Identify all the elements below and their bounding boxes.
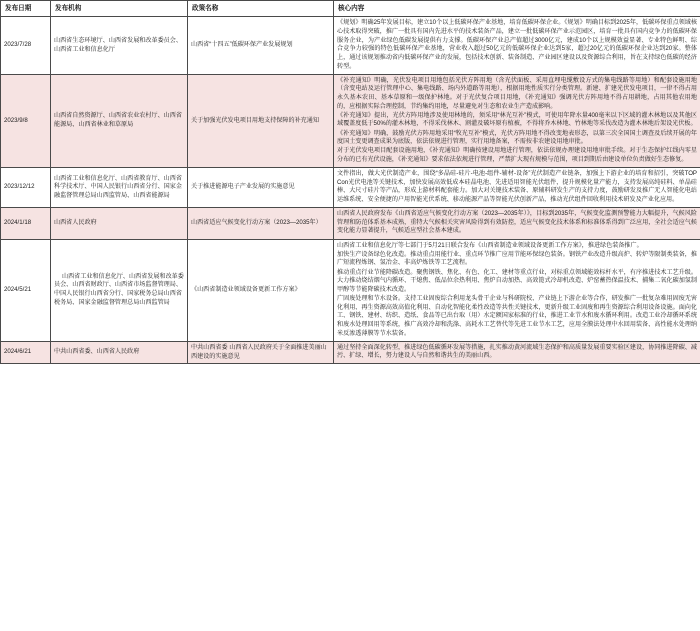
cell-publish-date: 2024/6/21 <box>1 341 51 364</box>
core-paragraph: 通过坚持全面深化转型，推进绿色低碳循环发展等措施，扎实推动黄河流域生态保护和高质量发展重要实验区建设，协同推进降碳、减污、扩绿、增长，努力建设人与自然和谐共生的美丽山西。 <box>337 343 697 360</box>
table-header <box>1 1 700 17</box>
cell-publish-date: 2023/7/28 <box>1 17 51 74</box>
cell-policy-name: 山西省适应气候变化行动方案（2023—2035年） <box>188 208 334 239</box>
cell-publish-org <box>51 239 188 341</box>
core-paragraph: 文件指出，做大光伏制造产业，围绕“多晶硅-硅片-电池-组件-辅材-设备”光伏制造产业链条，加强上下游企业的培育和招引，突破TOPCon光伏电池等关键技术，加快发展高效低成本硅晶电池、先进适用智能光伏组件，提升规模化量产能力，支持发展高纯硅料、单晶硅棒、大尺寸硅片等产品，形成上游材料配套能力。加大对关键技术装备、原辅料研发生产的支持力度，鼓励研发及推广无人智能化电站运维系统、安全便捷的户用智能光伏系统、移动能源产品等智能光伏创新产品，推动光伏组件回收利用技术研发及产业化应用。 <box>337 170 697 204</box>
core-paragraph: 《规划》明确25年发展目标，建立10个以上低碳环保产业基地，培育低碳环保企业。《规划》明确目标到2025年，低碳环保重点领域核心技术取得突破，推广一批具有国内先进水平的技术装备产品，建立一批低碳环保产业示范园区，培育一批具有国内竞争力的低碳环保服务企业，为产业绿色低碳发展提供有力支撑。低碳环保产业总产值超过3000亿元，建成10个以上规模效益显著、专业特色鲜明、综合竞争力较强的特色低碳环保产业基地，营业收入超过50亿元的低碳环保企业达到5家，超过20亿元的低碳环保企业达到20家。整体上，通过该规划推动省内低碳环保产业的发展，包括技术创新、装备制造、产业园区建设以及资源综合利用，旨在支持绿色低碳的经济转型。 <box>337 19 697 70</box>
table-row <box>1 168 700 208</box>
cell-core-content <box>334 208 700 239</box>
cell-publish-date: 2024/5/21 <box>1 239 51 341</box>
table-row <box>1 17 700 74</box>
cell-core-content <box>334 239 700 341</box>
cell-policy-name: 山西省“十四五”低碳环保产业发展规划 <box>188 17 334 74</box>
header-row <box>1 1 700 17</box>
column-header-org: 发布机构 <box>51 1 188 17</box>
core-paragraph: 《补充通知》明确，鼓励光伏方阵用地采用“牧光互补”模式，光伏方阵用地不得改变地表形态，以第三次全国国土调查及后续开展的年度国土变更调查成果为底版，依法依规进行管理，实行用地备案，不需按非农建设用地审批。 <box>337 129 697 146</box>
cell-publish-date: 2024/1/18 <box>1 208 51 239</box>
core-paragraph: 山西省人民政府发布《山西省适应气候变化行动方案（2023—2035年）》，目标到2035年，气候变化监测预警能力大幅提升，气候风险管理和防范体系基本成熟，重特大气候相关灾害风险得到有效防控，适应气候变化技术体系和标准体系得到广泛应用，全社会适应气候变化能力显著提升，气候适应型社会基本建成。 <box>337 210 697 235</box>
core-paragraph: 《补充通知》明确，光伏发电项目用地包括光伏方阵用地（含光伏面板、采用直埋电缆敷设方式的集电线路等用地）和配套设施用地（含变电站及运行管理中心、集电线路、场内外道路等用地），根据用地性质实行分类管理。新建、扩建光伏发电项目，一律不得占用永久基本农田、基本草原和一级保护林地。对于光伏复合项目用地，《补充通知》强调光伏方阵用地不得占用耕地，占用其他农用地的，应根据实际合理控制，节约集约用地，尽量避免对生态和农业生产造成影响。 <box>337 76 697 110</box>
cell-publish-date: 2023/9/8 <box>1 74 51 167</box>
cell-policy-name: 关于加强光伏发电项目用地支持保障的补充通知 <box>188 74 334 167</box>
cell-core-content <box>334 74 700 167</box>
table-row <box>1 341 700 364</box>
core-paragraph: 加快生产设备绿色化改造。推动重点用能行业、重点环节推广应用节能环保绿色装备。钢铁产业改造升级高炉、转炉等限制类装备，推广短流程炼钢、氢冶金、非高炉炼铁等工艺流程。 <box>337 250 697 267</box>
core-paragraph: 山西省工业和信息化厅等七部门于5月21日联合发布《山西省制造业领域设备更新工作方案》，推进绿色装备推广。 <box>337 241 643 249</box>
cell-core-content <box>334 168 700 208</box>
table-body <box>1 17 700 364</box>
cell-publish-org: 山西省生态环境厅、山西省发展和改革委员会、山西省工业和信息化厅 <box>51 17 188 74</box>
cell-core-content <box>334 341 700 364</box>
table-row <box>1 74 700 167</box>
cell-publish-org-text: 山西省工业和信息化厅、山西省发展和改革委员会、山西省财政厅、山西省市场监督管理局、中国人民银行山西省分行、国家税务总局山西省税务局、国家金融监督管理总局山西监管局 <box>54 272 184 306</box>
cell-core-content <box>334 17 700 74</box>
table-row <box>1 208 700 239</box>
cell-publish-org: 山西省人民政府 <box>51 208 188 239</box>
core-paragraph: 《补充通知》提出，光伏方阵用地涉及使用林地的，须采用“林光互补”模式，可使用年降水量400毫米以下区域的灌木林地以及其他区域覆盖度低于50%的灌木林地，不得采伐林木、割灌及破坏原有植被，不得将乔木林地、竹林地等采伐改造为灌木林地后架设光伏板。 <box>337 111 697 128</box>
cell-publish-date: 2023/12/12 <box>1 168 51 208</box>
cell-policy-name: 关于推进能源电子产业发展的实施意见 <box>188 168 334 208</box>
cell-publish-org: 山西省自然资源厅、山西省农业农村厅、山西省能源局、山西省林业和草原局 <box>51 74 188 167</box>
cell-policy-name: 中共山西省委 山西省人民政府关于全面推进美丽山西建设的实施意见 <box>188 341 334 364</box>
column-header-core: 核心内容 <box>334 1 700 17</box>
core-paragraph: 对于光伏发电项目配套设施用地，《补充通知》明确按建设用地进行管理，依法依规办理建设用地审批手续。对于生态保护红线内零星分布的已有光伏设施，《补充通知》要求依法依规进行管理，严禁扩大现有规模与范围，项目到期后由建设单位负责做好生态修复。 <box>337 147 697 163</box>
table-row <box>1 239 700 341</box>
core-paragraph: 推动重点行业节能降碳改造。聚焦钢铁、焦化、有色、化工、建材等重点行业，对标重点领域能效标杆水平，有序推进技术工艺升级。大力推动烧结烟气内循环、干熄焦、低品位余热利用、焦炉自动加热、高效篦式冷却机改造、炉窑蓄热保温技术、捕集二氧化碳加氢制甲醇等节能降碳技术改造。 <box>337 268 697 293</box>
cell-publish-org: 山西省工业和信息化厅、山西省教育厅、山西省科学技术厅、中国人民银行山西省分行、国家金融监督管理总局山西监管局、山西省能源局 <box>51 168 188 208</box>
column-header-name: 政策名称 <box>188 1 334 17</box>
cell-policy-name: 《山西省制造业领域设备更新工作方案》 <box>188 239 334 341</box>
cell-publish-org: 中共山西省委、山西省人民政府 <box>51 341 188 364</box>
core-paragraph: 广固废处理和节水设备。支持工业固废综合利用龙头骨干企业与科研院校、产业链上下游企业等合作，研发推广一批复杂难用固废无害化利用、再生资源高效高值化利用、自动化智能化柔性改造等共性关键技术，更新升级工业固废和再生资源综合利用设备设施。面向化工、钢铁、建材、纺织、造纸、食品等已出台取（用）水定额国家标准的行业，推进工业节水和废水循环利用。改造工业冷却循环系统和废水处理回用等系统，推广高效冷却和洗涤、高耗水工艺替代等先进工业节水工艺，应用全膜法处理中水回用装备、高性能水处理纳米反渗透薄膜等节水装备。 <box>337 294 697 337</box>
column-header-date: 发布日期 <box>1 1 51 17</box>
